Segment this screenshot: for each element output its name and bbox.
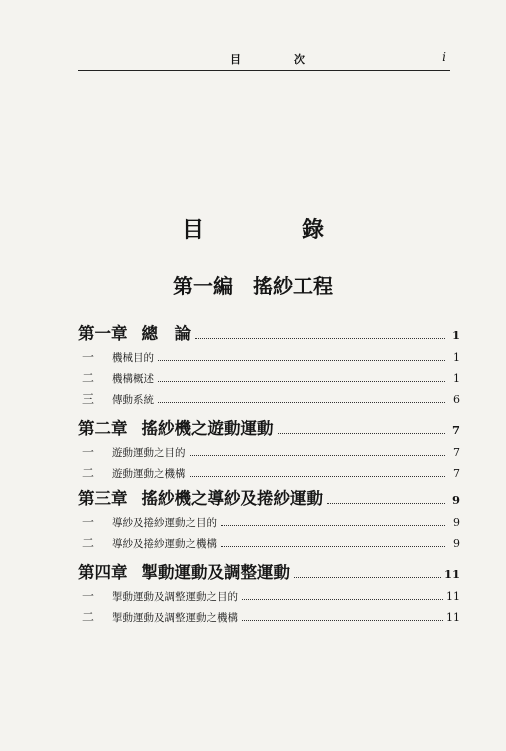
section-page: 11: [446, 611, 460, 624]
chapter-page: 1: [451, 328, 460, 342]
section-title: 掣動運動及調整運動之機構: [112, 612, 238, 624]
section-page: 1: [453, 372, 460, 385]
section-page: 9: [453, 516, 460, 529]
chapter-page: 7: [451, 423, 460, 437]
section-number: 二: [82, 536, 95, 550]
section-title: 掣動運動及調整運動之目的: [112, 591, 238, 603]
section-title: 機械目的: [112, 352, 154, 364]
chapter-number: 第二章: [78, 419, 128, 438]
section-number: 二: [82, 610, 95, 624]
toc-section-4-2[interactable]: [78, 608, 460, 629]
running-header-left: 目: [230, 53, 241, 66]
toc-chapter-2[interactable]: [78, 415, 460, 443]
chapter-number: 第三章: [78, 489, 128, 508]
section-page: 7: [453, 446, 460, 459]
section-page: 1: [453, 351, 460, 364]
leader-dots: [278, 433, 446, 434]
section-page: 6: [453, 393, 460, 406]
toc-section-3-1[interactable]: [78, 513, 460, 534]
toc-section-1-2[interactable]: [78, 369, 460, 390]
toc-chapter-3[interactable]: [78, 485, 460, 513]
chapter-number: 第一章: [78, 324, 128, 343]
section-number: 三: [82, 392, 95, 406]
section-page: 11: [446, 590, 460, 603]
chapter-title: 掣動運動及調整運動: [141, 563, 290, 582]
section-number: 一: [82, 589, 95, 603]
toc-chapter-1[interactable]: [78, 320, 460, 348]
toc-chapter-4[interactable]: [78, 559, 460, 587]
toc-title: 目 錄: [181, 217, 362, 243]
section-page: 9: [453, 537, 460, 550]
running-header: [78, 50, 448, 68]
section-number: 二: [82, 466, 95, 480]
section-number: 二: [82, 371, 95, 385]
part-label: 第一編: [173, 274, 233, 298]
leader-dots: [242, 599, 443, 600]
section-title: 傳動系統: [112, 394, 154, 406]
leader-dots: [158, 402, 445, 403]
toc-section-2-2[interactable]: [78, 464, 460, 485]
table-of-contents: [78, 320, 460, 629]
leader-dots: [327, 503, 445, 504]
section-title: 導紗及捲紗運動之目的: [112, 517, 217, 529]
running-header-right: 次: [294, 53, 305, 66]
leader-dots: [158, 381, 445, 382]
toc-section-4-1[interactable]: [78, 587, 460, 608]
chapter-title: 搖紗機之遊動運動: [141, 419, 274, 438]
leader-dots: [190, 476, 446, 477]
part-name: 搖紗工程: [253, 274, 333, 298]
part-title: [0, 270, 506, 299]
leader-dots: [221, 525, 445, 526]
page-folio: i: [442, 50, 446, 64]
chapter-title: 總 論: [141, 324, 191, 343]
toc-section-1-1[interactable]: [78, 348, 460, 369]
toc-section-1-3[interactable]: [78, 390, 460, 411]
section-title: 機構概述: [112, 373, 154, 385]
leader-dots: [242, 620, 443, 621]
section-page: 7: [453, 467, 460, 480]
section-title: 遊動運動之目的: [112, 447, 186, 459]
leader-dots: [221, 546, 445, 547]
header-rule: [78, 70, 450, 71]
leader-dots: [190, 455, 446, 456]
leader-dots: [158, 360, 445, 361]
section-title: 遊動運動之機構: [112, 468, 186, 480]
chapter-page: 9: [451, 493, 460, 507]
chapter-number: 第四章: [78, 563, 128, 582]
section-number: 一: [82, 445, 95, 459]
section-number: 一: [82, 515, 95, 529]
chapter-title: 搖紗機之導紗及捲紗運動: [141, 489, 323, 508]
section-number: 一: [82, 350, 95, 364]
chapter-page: 11: [443, 567, 460, 581]
section-title: 導紗及捲紗運動之機構: [112, 538, 217, 550]
leader-dots: [195, 338, 445, 339]
toc-section-3-2[interactable]: [78, 534, 460, 555]
leader-dots: [294, 577, 441, 578]
toc-section-2-1[interactable]: [78, 443, 460, 464]
